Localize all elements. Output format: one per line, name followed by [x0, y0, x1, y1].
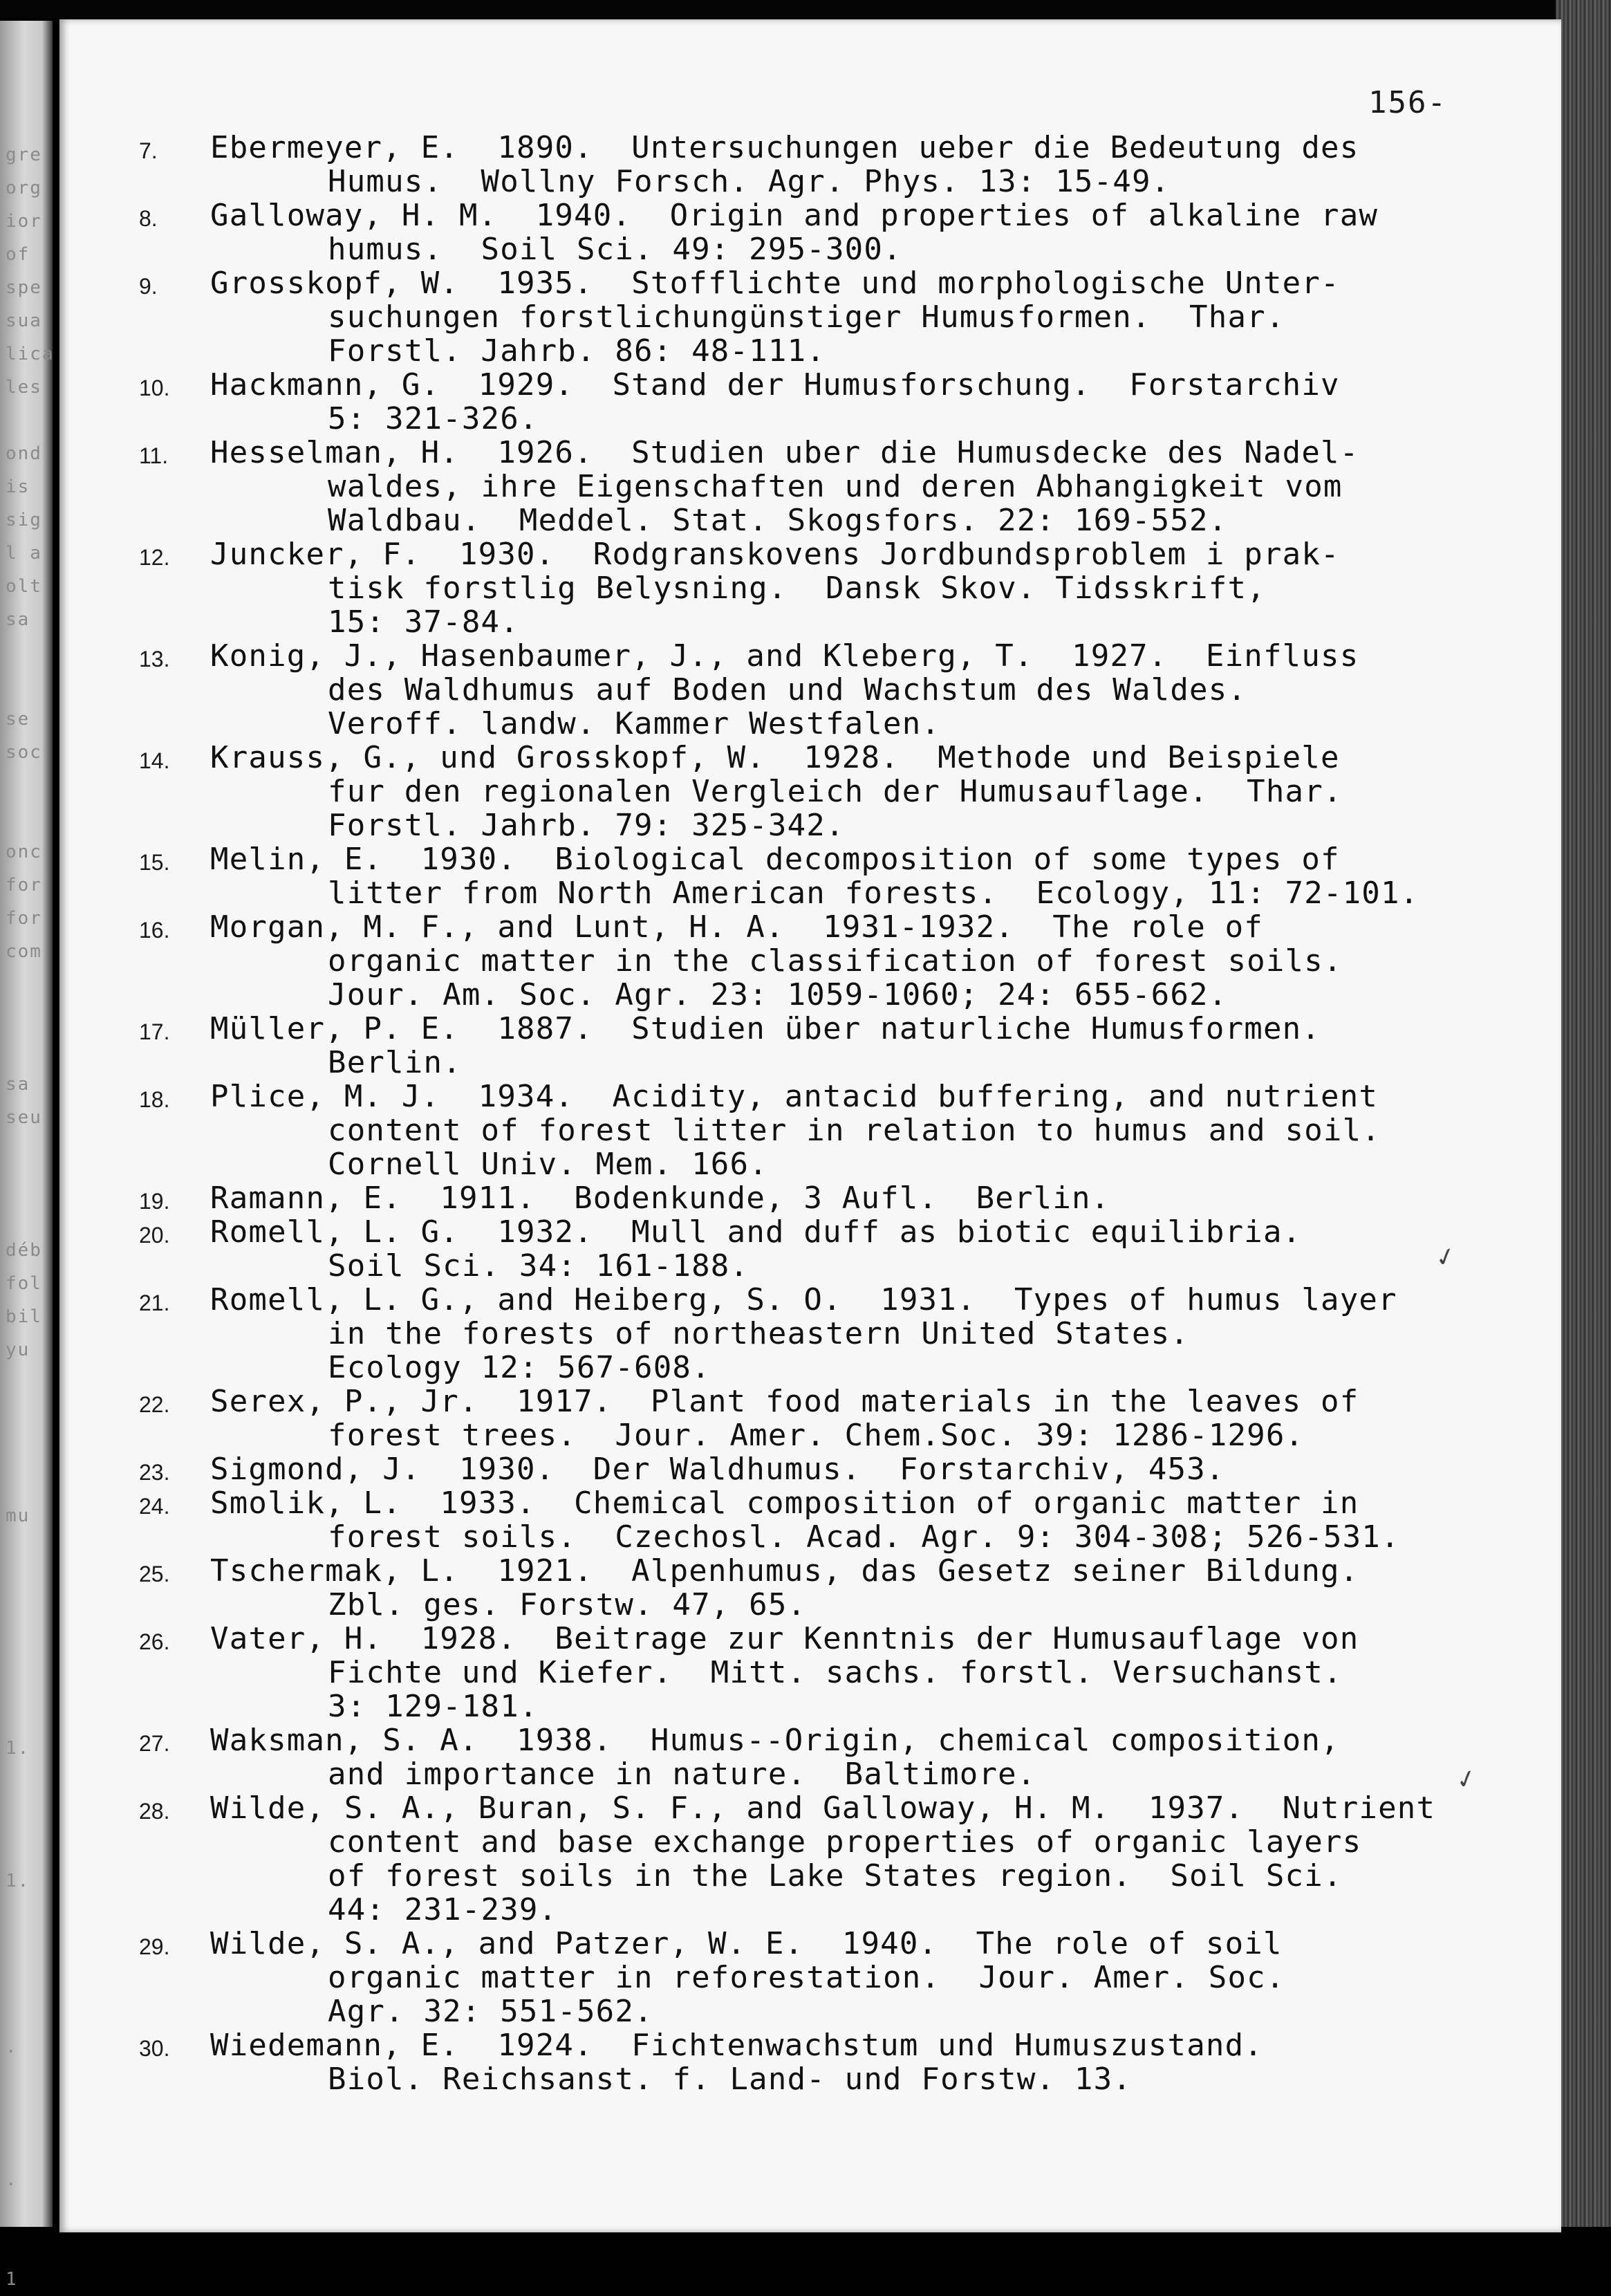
- reference-line: Wilde, S. A., Buran, S. F., and Galloway, H. M. 1937. Nutrient: [210, 1790, 1436, 1826]
- reference-line: tisk forstlig Belysning. Dansk Skov. Tidsskrift,: [328, 571, 1266, 606]
- reference-line: Vater, H. 1928. Beitrage zur Kenntnis der Humusauflage von: [210, 1621, 1359, 1656]
- reference-line: Forstl. Jahrb. 79: 325-342.: [328, 808, 845, 843]
- reference-number: 11.: [139, 443, 169, 468]
- reference-line: Humus. Wollny Forsch. Agr. Phys. 13: 15-49.: [328, 164, 1171, 199]
- reference-line: Ebermeyer, E. 1890. Untersuchungen ueber die Bedeutung des: [210, 130, 1359, 165]
- reference-number: 7.: [139, 138, 158, 163]
- reference-line: Agr. 32: 551-562.: [328, 1994, 653, 2029]
- document-page: [59, 19, 1561, 2232]
- reference-number: 15.: [139, 850, 170, 875]
- scan-top-border: [0, 0, 1611, 18]
- reference-line: Sigmond, J. 1930. Der Waldhumus. Forstarchiv, 453.: [210, 1452, 1225, 1487]
- reference-number: 23.: [139, 1460, 170, 1485]
- reference-number: 24.: [139, 1494, 170, 1519]
- reference-line: Romell, L. G., and Heiberg, S. O. 1931. Types of humus layer: [210, 1282, 1397, 1317]
- reference-number: 12.: [139, 545, 170, 570]
- reference-number: 26.: [139, 1629, 170, 1654]
- reference-number: 9.: [139, 274, 158, 299]
- reference-line: content of forest litter in relation to humus and soil.: [328, 1113, 1381, 1148]
- reference-line: and importance in nature. Baltimore.: [328, 1757, 1036, 1792]
- reference-number: 19.: [139, 1189, 170, 1214]
- check-mark-icon: ✓: [1432, 1241, 1460, 1275]
- reference-line: humus. Soil Sci. 49: 295-300.: [328, 232, 902, 267]
- reference-line: organic matter in the classification of forest soils.: [328, 943, 1343, 979]
- reference-line: Wilde, S. A., and Patzer, W. E. 1940. The role of soil: [210, 1926, 1283, 1961]
- reference-line: of forest soils in the Lake States region. Soil Sci.: [328, 1858, 1343, 1894]
- reference-line: Ecology 12: 567-608.: [328, 1350, 711, 1385]
- reference-line: Zbl. ges. Forstw. 47, 65.: [328, 1587, 807, 1622]
- reference-number: 25.: [139, 1562, 170, 1586]
- reference-line: litter from North American forests. Ecology, 11: 72-101.: [328, 876, 1419, 911]
- reference-list: [59, 19, 1561, 2232]
- reference-line: organic matter in reforestation. Jour. Amer. Soc.: [328, 1960, 1285, 1995]
- reference-line: 5: 321-326.: [328, 401, 539, 436]
- reference-line: Cornell Univ. Mem. 166.: [328, 1147, 768, 1182]
- reference-number: 10.: [139, 376, 170, 400]
- reference-line: Smolik, L. 1933. Chemical composition of organic matter in: [210, 1485, 1359, 1521]
- reference-line: suchungen forstlichungünstiger Humusformen. Thar.: [328, 299, 1285, 335]
- reference-line: Wiedemann, E. 1924. Fichtenwachstum und Humuszustand.: [210, 2028, 1263, 2063]
- reference-line: Veroff. landw. Kammer Westfalen.: [328, 706, 941, 741]
- reference-line: Hackmann, G. 1929. Stand der Humusforschung. Forstarchiv: [210, 367, 1340, 402]
- reference-line: Berlin.: [328, 1045, 462, 1080]
- reference-line: Müller, P. E. 1887. Studien über naturliche Humusformen.: [210, 1011, 1321, 1046]
- reference-number: 13.: [139, 647, 170, 672]
- reference-line: Ramann, E. 1911. Bodenkunde, 3 Aufl. Berlin.: [210, 1181, 1110, 1216]
- reference-line: Konig, J., Hasenbaumer, J., and Kleberg, T. 1927. Einfluss: [210, 638, 1359, 674]
- check-mark-icon: ✓: [1453, 1763, 1480, 1797]
- reference-line: 3: 129-181.: [328, 1689, 539, 1724]
- reference-line: Juncker, F. 1930. Rodgranskovens Jordbundsproblem i prak-: [210, 537, 1340, 572]
- page-number: 156-: [1368, 85, 1447, 120]
- reference-line: Forstl. Jahrb. 86: 48-111.: [328, 333, 826, 369]
- adjacent-page-edge: [0, 21, 55, 2290]
- reference-line: Morgan, M. F., and Lunt, H. A. 1931-1932. The role of: [210, 909, 1263, 945]
- reference-line: Waldbau. Meddel. Stat. Skogsfors. 22: 169-552.: [328, 503, 1228, 538]
- book-page-edges: [1556, 0, 1611, 2227]
- reference-line: Romell, L. G. 1932. Mull and duff as biotic equilibria.: [210, 1214, 1302, 1250]
- reference-number: 30.: [139, 2036, 170, 2061]
- reference-line: fur den regionalen Vergleich der Humusauflage. Thar.: [328, 774, 1343, 809]
- reference-number: 22.: [139, 1392, 170, 1417]
- reference-line: Hesselman, H. 1926. Studien uber die Humusdecke des Nadel-: [210, 435, 1359, 470]
- reference-line: Serex, P., Jr. 1917. Plant food materials in the leaves of: [210, 1384, 1359, 1419]
- reference-line: waldes, ihre Eigenschaften und deren Abhangigkeit vom: [328, 469, 1343, 504]
- reference-line: 44: 231-239.: [328, 1892, 558, 1927]
- reference-line: des Waldhumus auf Boden und Wachstum des Waldes.: [328, 672, 1247, 707]
- reference-number: 8.: [139, 206, 158, 231]
- reference-number: 16.: [139, 918, 170, 943]
- reference-line: Galloway, H. M. 1940. Origin and properties of alkaline raw: [210, 198, 1379, 233]
- reference-number: 21.: [139, 1290, 170, 1315]
- reference-line: in the forests of northeastern United States.: [328, 1316, 1190, 1351]
- reference-line: Grosskopf, W. 1935. Stofflichte und morphologische Unter-: [210, 266, 1340, 301]
- reference-line: Waksman, S. A. 1938. Humus--Origin, chemical composition,: [210, 1723, 1340, 1758]
- reference-line: 15: 37-84.: [328, 604, 519, 640]
- reference-number: 17.: [139, 1019, 170, 1044]
- adjacent-page-text: gre org ior of spe sua lica les ond is sig l a olt sa se soc onc for for com sa seu déb fol bil yu mu 1. 1. . . 1: [6, 145, 55, 2290]
- reference-line: forest soils. Czechosl. Acad. Agr. 9: 304-308; 526-531.: [328, 1519, 1400, 1555]
- reference-line: Melin, E. 1930. Biological decomposition of some types of: [210, 842, 1340, 877]
- reference-line: Fichte und Kiefer. Mitt. sachs. forstl. Versuchanst.: [328, 1655, 1343, 1690]
- reference-number: 18.: [139, 1087, 170, 1112]
- reference-line: forest trees. Jour. Amer. Chem.Soc. 39: 1286-1296.: [328, 1418, 1305, 1453]
- reference-number: 27.: [139, 1731, 170, 1756]
- reference-line: content and base exchange properties of organic layers: [328, 1824, 1362, 1860]
- reference-line: Krauss, G., und Grosskopf, W. 1928. Methode und Beispiele: [210, 740, 1340, 775]
- reference-number: 28.: [139, 1799, 170, 1824]
- reference-line: Soil Sci. 34: 161-188.: [328, 1248, 749, 1284]
- reference-number: 14.: [139, 748, 170, 773]
- reference-line: Biol. Reichsanst. f. Land- und Forstw. 13.: [328, 2062, 1132, 2097]
- reference-number: 20.: [139, 1223, 170, 1248]
- reference-line: Jour. Am. Soc. Agr. 23: 1059-1060; 24: 655-662.: [328, 977, 1228, 1012]
- reference-line: Tschermak, L. 1921. Alpenhumus, das Gesetz seiner Bildung.: [210, 1553, 1359, 1589]
- reference-number: 29.: [139, 1934, 170, 1959]
- reference-line: Plice, M. J. 1934. Acidity, antacid buffering, and nutrient: [210, 1079, 1379, 1114]
